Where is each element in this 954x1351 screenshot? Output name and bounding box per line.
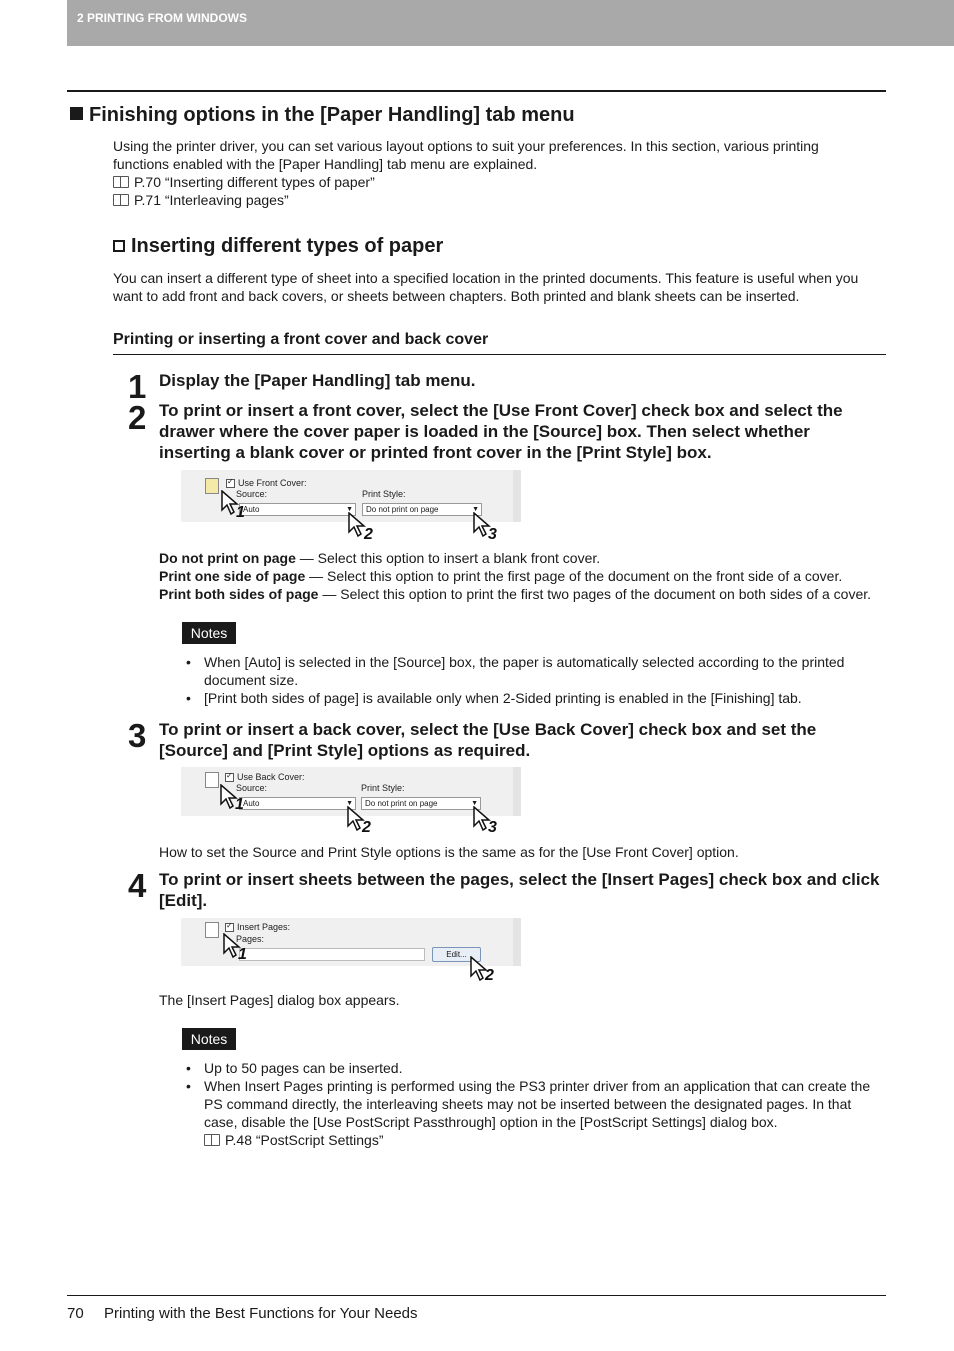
reference-link[interactable]: P.71 “Interleaving pages” xyxy=(113,191,888,209)
square-bullet-icon xyxy=(70,107,83,120)
step4-note: The [Insert Pages] dialog box appears. xyxy=(159,992,400,1008)
book-icon xyxy=(113,194,129,206)
edit-button[interactable]: Edit... xyxy=(432,947,481,962)
page-number: 70 xyxy=(67,1305,84,1322)
notes-label: Notes xyxy=(182,622,236,644)
subheading-rule xyxy=(113,354,886,355)
source-label: Source: xyxy=(236,783,268,793)
footer-title: Printing with the Best Functions for Your Needs xyxy=(104,1305,418,1322)
footer-rule xyxy=(67,1295,886,1296)
callout-number: 1 xyxy=(238,946,247,963)
source-select[interactable]: Auto ▼ xyxy=(239,797,356,810)
option-item: Print both sides of page — Select this option to print the first two pages of the document on both sides of a cover. xyxy=(159,586,872,602)
paper-stack-icon xyxy=(205,478,219,494)
step-number: 1 xyxy=(128,368,147,405)
step3-note: How to set the Source and Print Style options is the same as for the [Use Front Cover] option. xyxy=(159,844,739,860)
step-number: 3 xyxy=(128,717,147,754)
step-text: To print or insert a front cover, select the [Use Front Cover] check box and select the drawer where the cover paper is loaded in the [Source] box. Then select whether inserting a blank cover or printed front cover in the [Print Style] box. xyxy=(159,401,843,462)
list-item: • When [Auto] is selected in the [Source] box, the paper is automatically selected according to the printed document size. xyxy=(186,653,886,689)
book-icon xyxy=(113,176,129,188)
step-text: To print or insert sheets between the pages, select the [Insert Pages] check box and click [Edit]. xyxy=(159,870,880,910)
header-section: 2 PRINTING FROM WINDOWS xyxy=(77,11,247,25)
callout-number: 2 xyxy=(485,967,494,984)
paper-stack-icon xyxy=(205,772,219,788)
print-style-label: Print Style: xyxy=(361,783,405,793)
print-style-label: Print Style: xyxy=(362,489,406,499)
list-item: • [Print both sides of page] is available only when 2-Sided printing is enabled in the [Finishing] tab. xyxy=(186,689,886,707)
callout-number: 1 xyxy=(236,504,245,521)
callout-number: 1 xyxy=(235,796,244,813)
list-item: • Up to 50 pages can be inserted. xyxy=(186,1059,886,1077)
subsection-title: Inserting different types of paper xyxy=(113,235,443,258)
callout-number: 3 xyxy=(488,819,497,836)
print-style-options xyxy=(159,549,894,603)
reference-link[interactable]: P.48 “PostScript Settings” xyxy=(186,1131,886,1149)
print-style-select[interactable]: Do not print on page ▼ xyxy=(362,503,482,516)
source-select[interactable]: Auto ▼ xyxy=(239,503,356,516)
notes-list xyxy=(186,653,886,707)
title-rule xyxy=(67,90,886,92)
notes-label: Notes xyxy=(182,1028,236,1050)
step-number: 2 xyxy=(128,399,147,436)
paper-stack-icon xyxy=(205,922,219,938)
header-bar xyxy=(67,0,954,46)
step-text: Display the [Paper Handling] tab menu. xyxy=(159,371,476,390)
intro-paragraph: Using the printer driver, you can set various layout options to suit your preferences. In this section, various printing functions enabled with the [Paper Handling] tab menu are explained. P.70 “Inserting different types of paper” P.71 “Interleaving pages” xyxy=(113,137,888,209)
option-item: Do not print on page — Select this option to insert a blank front cover. xyxy=(159,550,601,566)
book-icon xyxy=(204,1134,220,1146)
list-item: • When Insert Pages printing is performed using the PS3 printer driver from an application that can create the PS command directly, the interleaving sheets may not be inserted between the designated pages. In that case, disable the [Use PostScript Passthrough] option in the [PostScript Settings] dialog box. xyxy=(186,1077,886,1131)
subheading: Printing or inserting a front cover and back cover xyxy=(113,331,489,348)
callout-number: 3 xyxy=(488,526,497,543)
step-number: 4 xyxy=(128,867,147,904)
checkbox-bullet-icon xyxy=(113,240,125,252)
checkbox-label: Use Back Cover: xyxy=(237,772,305,782)
insert-pages-checkbox[interactable] xyxy=(225,923,234,932)
use-back-cover-checkbox[interactable] xyxy=(225,773,234,782)
use-front-cover-checkbox[interactable] xyxy=(226,479,235,488)
callout-number: 2 xyxy=(362,819,371,836)
print-style-select[interactable]: Do not print on page ▼ xyxy=(361,797,481,810)
option-item: Print one side of page — Select this option to print the first page of the document on the front side of a cover. xyxy=(159,568,843,584)
checkbox-label: Insert Pages: xyxy=(237,922,291,932)
callout-number: 2 xyxy=(364,526,373,543)
reference-link[interactable]: P.70 “Inserting different types of paper” xyxy=(113,173,888,191)
step-text: To print or insert a back cover, select the [Use Back Cover] check box and set the [Source] and [Print Style] options as required. xyxy=(159,720,817,760)
pages-input[interactable] xyxy=(239,948,425,961)
notes-list xyxy=(186,1059,886,1149)
section-title: Finishing options in the [Paper Handling] tab menu xyxy=(70,104,575,127)
checkbox-label: Use Front Cover: xyxy=(238,478,307,488)
source-label: Source: xyxy=(236,489,268,499)
pages-label: Pages: xyxy=(236,934,265,944)
subsection-paragraph: You can insert a different type of sheet into a specified location in the printed documents. This feature is useful when you want to add front and back covers, or sheets between chapters. Both printed and blank sheets can be inserted. xyxy=(113,270,859,304)
